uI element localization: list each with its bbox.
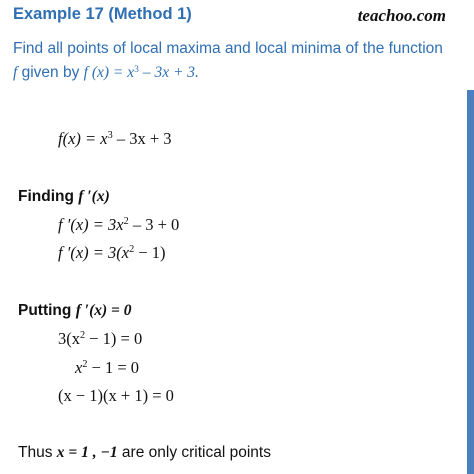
conclusion-critical-points: Thus x = 1 , −1 are only critical points: [18, 444, 271, 461]
equation-step-2: $x^2 - 1 = 0$: [75, 358, 140, 377]
equation-derivative-2: f $'(x) = 3(x^2 - 1)$: [58, 243, 166, 262]
equation-function: $f(x) = x^3 - 3x + 3$: [58, 129, 172, 148]
question-line-2: [13, 61, 443, 87]
question-expr-lhs: f (x) = x: [83, 64, 135, 81]
right-edge-bar: [467, 90, 474, 474]
question-expr-rhs: – 3x + 3.: [138, 64, 199, 81]
question-given-by: given by: [17, 64, 84, 81]
equation-step-3: (x − 1)(x + 1) = 0: [58, 386, 174, 405]
heading-finding-derivative: Finding f ′(x): [18, 188, 110, 205]
heading-putting-zero: Putting f ′(x) = 0: [18, 302, 132, 319]
question-exponent: 3: [134, 63, 139, 75]
brand-logo: teachoo.com: [357, 6, 446, 25]
question-line-1: Find all points of local maxima and local minima of the function: [13, 40, 443, 57]
question-function-symbol: f: [13, 64, 18, 81]
equation-derivative-1: f $'(x) = 3x^2 - 3 + 0$: [58, 215, 180, 234]
question-text: [13, 37, 443, 87]
example-title: Example 17 (Method 1): [13, 5, 192, 23]
equation-step-1: $3(x^2 - 1) = 0$: [58, 329, 143, 348]
